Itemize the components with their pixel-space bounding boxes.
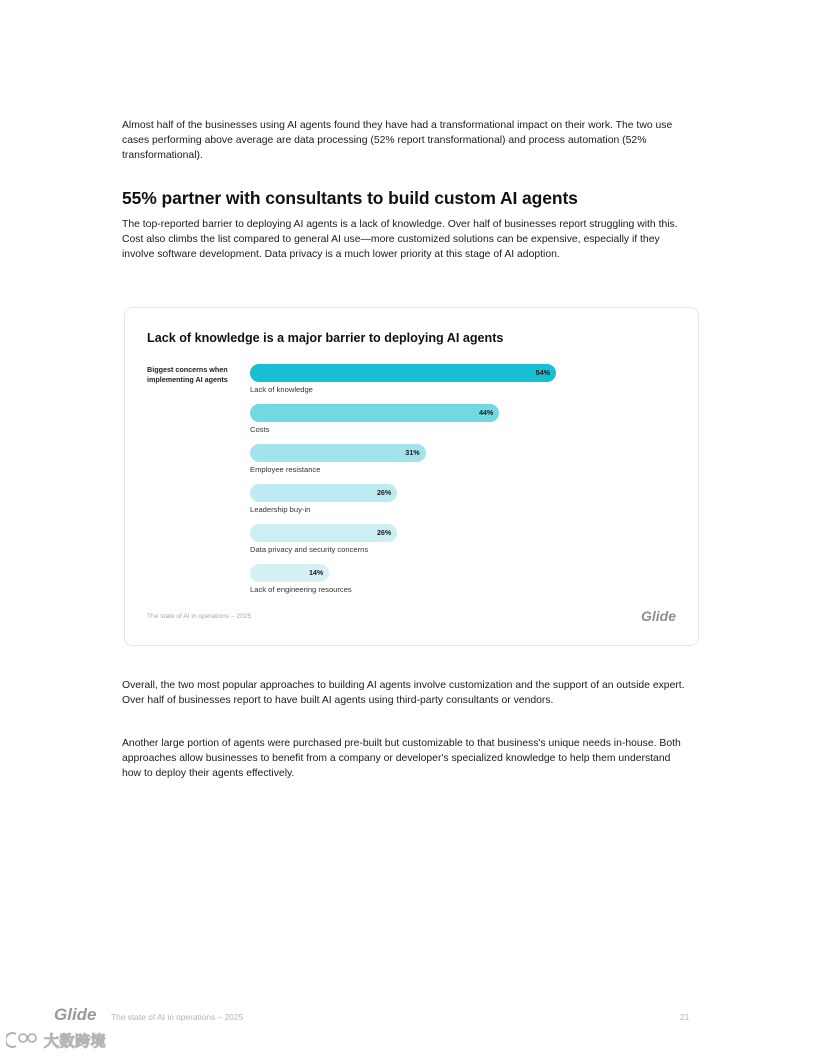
bar-value-label: 26%: [376, 528, 392, 537]
intro-paragraph: Almost half of the businesses using AI agents found they have had a transformational impact on their work. The two use cases performing above average are data processing (52% report transformational) and process automation (52% transformational).: [122, 120, 673, 161]
footer-text: The state of AI in operations – 2025: [111, 1012, 244, 1022]
category-label: Lack of engineering resources: [250, 585, 352, 594]
chart-source: The state of AI in operations – 2025: [147, 613, 252, 620]
category-label: Lack of knowledge: [250, 385, 313, 394]
watermark-icon: [6, 1030, 40, 1050]
bar-value-label: 54%: [535, 368, 550, 377]
glide-logo: Glide: [640, 608, 676, 624]
prebuilt-paragraph: Another large portion of agents were purchased pre-built but customizable to that business's unique needs in-house. Both approaches allow businesses to benefit from a company or developer's specialized knowledge to help them understand how to deploy their agents effectively.: [122, 738, 681, 779]
chart-card: [124, 307, 699, 646]
bar-value-label: 44%: [478, 408, 494, 417]
approaches-paragraph: Overall, the two most popular approaches to building AI agents involve customization and the support of an outside expert. Over half of businesses report to have built AI agents using third-party consultants or vendors.: [122, 680, 685, 706]
page-number: 21: [680, 1012, 690, 1022]
chart-title: Lack of knowledge is a major barrier to deploying AI agents: [147, 331, 504, 345]
bar-value-label: 26%: [376, 488, 392, 497]
bar-value-label: 31%: [405, 448, 420, 457]
watermark-text: 大数跨境: [44, 1032, 107, 1050]
category-label: Leadership buy-in: [250, 505, 311, 514]
bar-value-label: 14%: [308, 568, 324, 577]
barrier-paragraph: The top-reported barrier to deploying AI agents is a lack of knowledge. Over half of businesses report struggling with this. Cost also climbs the list compared to general AI use—more customized solutions can be expensive, especially if they involve software development. Data privacy is a much lower priority at this stage of AI adoption.: [122, 219, 678, 260]
category-label: Employee resistance: [250, 465, 321, 474]
footer-logo: Glide: [54, 1005, 97, 1024]
section-heading: 55% partner with consultants to build custom AI agents: [122, 188, 578, 208]
watermark: [6, 1029, 106, 1051]
category-label: Costs: [250, 425, 270, 434]
bar-chart: [125, 308, 700, 647]
chart-axis-label: Biggest concerns when implementing AI agents: [147, 365, 228, 384]
category-label: Data privacy and security concerns: [250, 545, 369, 554]
